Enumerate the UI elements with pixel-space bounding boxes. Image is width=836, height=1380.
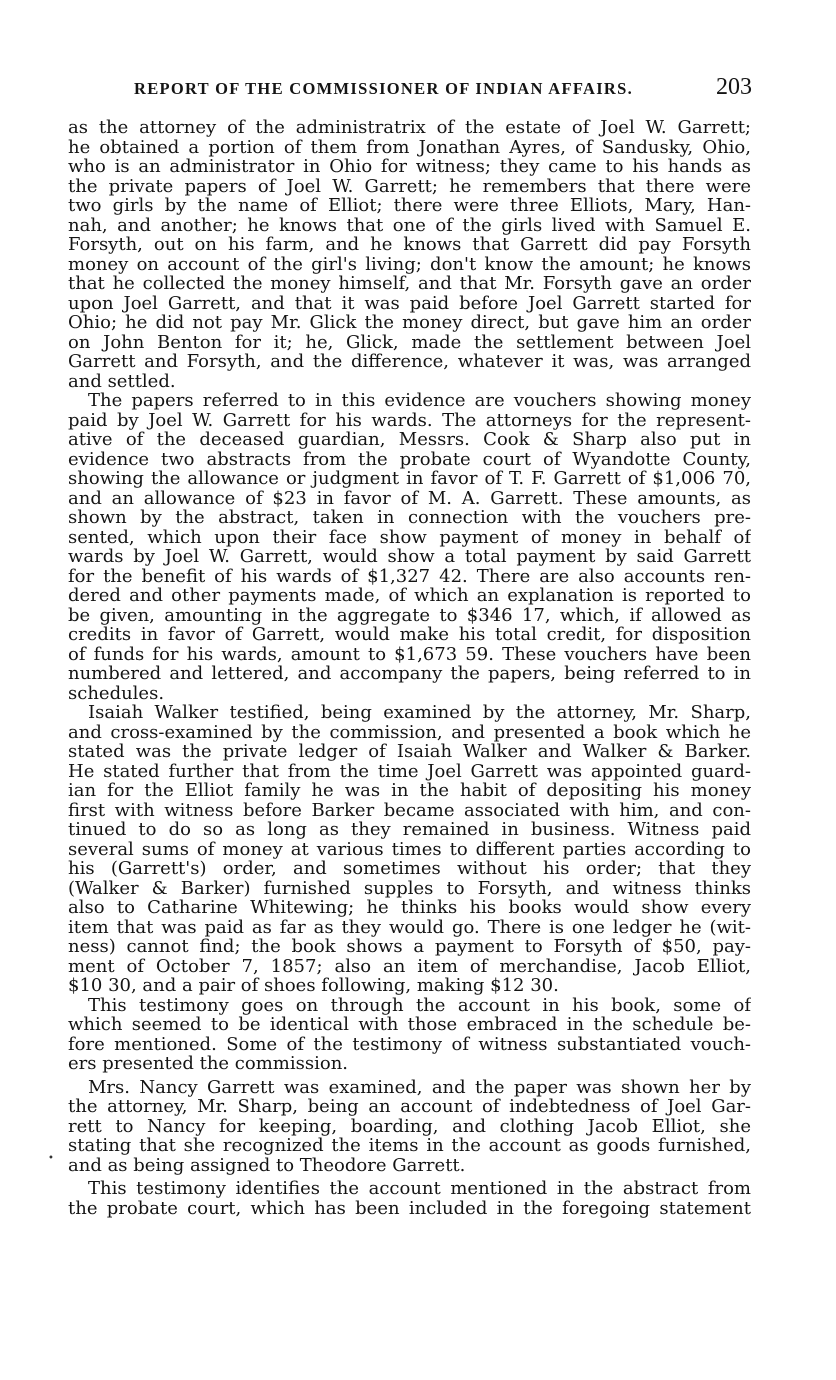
text-line: This testimony goes on through the account in his book, some of [88, 995, 751, 1015]
text-line: and as being assigned to Theodore Garrett. [68, 1155, 466, 1175]
text-line: and an allowance of $23 in favor of M. A. Garrett. These amounts, as [68, 488, 751, 508]
text-line: be given, amounting in the aggregate to $346 17, which, if allowed as [68, 605, 751, 625]
text-line: and settled. [68, 371, 176, 391]
text-line: several sums of money at various times to different parties according to [68, 839, 751, 859]
text-line: his (Garrett's) order, and sometimes without his order; that they [68, 859, 751, 879]
running-title: REPORT OF THE COMMISSIONER OF INDIAN AFFAIRS. [134, 79, 634, 98]
text-line: This testimony identifies the account mentioned in the abstract from [88, 1179, 751, 1199]
text-line: evidence two abstracts from the probate court of Wyandotte County, [68, 449, 751, 469]
text-line: on John Benton for it; he, Glick, made the settlement between Joel [68, 332, 751, 352]
paragraph [68, 703, 751, 996]
text-line: ness) cannot find; the book shows a payment to Forsyth of $50, pay- [68, 937, 751, 957]
paragraph [68, 118, 751, 391]
text-line: of funds for his wards, amount to $1,673 59. These vouchers have been [68, 644, 751, 664]
text-line: credits in favor of Garrett, would make his total credit, for disposition [68, 625, 751, 645]
text-line: schedules. [68, 683, 165, 703]
text-line: the private papers of Joel W. Garrett; he remembers that there were [68, 176, 751, 196]
text-line: shown by the abstract, taken in connection with the vouchers pre- [68, 508, 751, 528]
text-line: numbered and lettered, and accompany the papers, being referred to in [68, 664, 751, 684]
text-line: as the attorney of the administratrix of the estate of Joel W. Garrett; [68, 118, 751, 138]
page-number: 203 [716, 74, 752, 100]
text-line: He stated further that from the time Joel Garrett was appointed guard- [68, 761, 751, 781]
body-text [68, 118, 751, 1218]
text-line: item that was paid as far as they would go. There is one ledger he (wit- [68, 917, 751, 937]
text-line: he obtained a portion of them from Jonathan Ayres, of Sandusky, Ohio, [68, 137, 751, 157]
text-line: also to Catharine Whitewing; he thinks his books would show every [68, 898, 751, 918]
text-line: (Walker & Barker) furnished supples to Forsyth, and witness thinks [68, 878, 751, 898]
paragraph [68, 1078, 751, 1176]
text-line: dered and other payments made, of which an explanation is reported to [68, 586, 751, 606]
text-line: the probate court, which has been included in the foregoing statement [68, 1198, 751, 1218]
text-line: Forsyth, out on his farm, and he knows that Garrett did pay Forsyth [68, 235, 751, 255]
text-line: stated was the private ledger of Isaiah Walker and Walker & Barker. [68, 742, 751, 762]
running-header [134, 74, 754, 104]
text-line: fore mentioned. Some of the testimony of witness substantiated vouch- [68, 1034, 751, 1054]
text-line: paid by Joel W. Garrett for his wards. The attorneys for the represent- [68, 410, 751, 430]
text-line: $10 30, and a pair of shoes following, making $12 30. [68, 976, 559, 996]
text-line: nah, and another; he knows that one of the girls lived with Samuel E. [68, 215, 751, 235]
text-line: sented, which upon their face show payment of money in behalf of [68, 527, 751, 547]
paragraph [68, 1179, 751, 1218]
text-line: Isaiah Walker testified, being examined by the attorney, Mr. Sharp, [88, 703, 751, 723]
text-line: for the benefit of his wards of $1,327 42. There are also accounts ren- [68, 566, 751, 586]
text-line: and cross-examined by the commission, and presented a book which he [68, 722, 751, 742]
text-line: Ohio; he did not pay Mr. Glick the money direct, but gave him an order [68, 313, 751, 333]
text-line: the attorney, Mr. Sharp, being an account of indebtedness of Joel Gar- [68, 1097, 751, 1117]
text-line: two girls by the name of Elliot; there were three Elliots, Mary, Han- [68, 196, 751, 216]
text-line: stating that she recognized the items in the account as goods furnished, [68, 1136, 751, 1156]
paragraph [68, 391, 751, 703]
text-line: first with witness before Barker became associated with him, and con- [68, 800, 751, 820]
text-line: rett to Nancy for keeping, boarding, and clothing Jacob Elliot, she [68, 1116, 751, 1136]
text-line: which seemed to be identical with those embraced in the schedule be- [68, 1015, 751, 1035]
paragraph [68, 996, 751, 1074]
text-line: Mrs. Nancy Garrett was examined, and the paper was shown her by [88, 1077, 751, 1097]
text-line: The papers referred to in this evidence are vouchers showing money [88, 391, 751, 411]
text-line: who is an administrator in Ohio for witness; they came to his hands as [68, 157, 751, 177]
text-line: ment of October 7, 1857; also an item of merchandise, Jacob Elliot, [68, 956, 751, 976]
text-line: showing the allowance or judgment in favor of T. F. Garrett of $1,006 70, [68, 469, 751, 489]
margin-dot: • [48, 1153, 54, 1164]
text-line: ian for the Elliot family he was in the habit of depositing his money [68, 781, 751, 801]
text-line: upon Joel Garrett, and that it was paid before Joel Garrett started for [68, 293, 751, 313]
text-line: wards by Joel W. Garrett, would show a total payment by said Garrett [68, 547, 751, 567]
text-line: that he collected the money himself, and that Mr. Forsyth gave an order [68, 274, 751, 294]
text-line: ers presented the commission. [68, 1054, 349, 1074]
text-line: Garrett and Forsyth, and the difference, whatever it was, was arranged [68, 352, 751, 372]
text-line: tinued to do so as long as they remained in business. Witness paid [68, 820, 751, 840]
text-line: ative of the deceased guardian, Messrs. Cook & Sharp also put in [68, 430, 751, 450]
text-line: money on account of the girl's living; don't know the amount; he knows [68, 254, 751, 274]
